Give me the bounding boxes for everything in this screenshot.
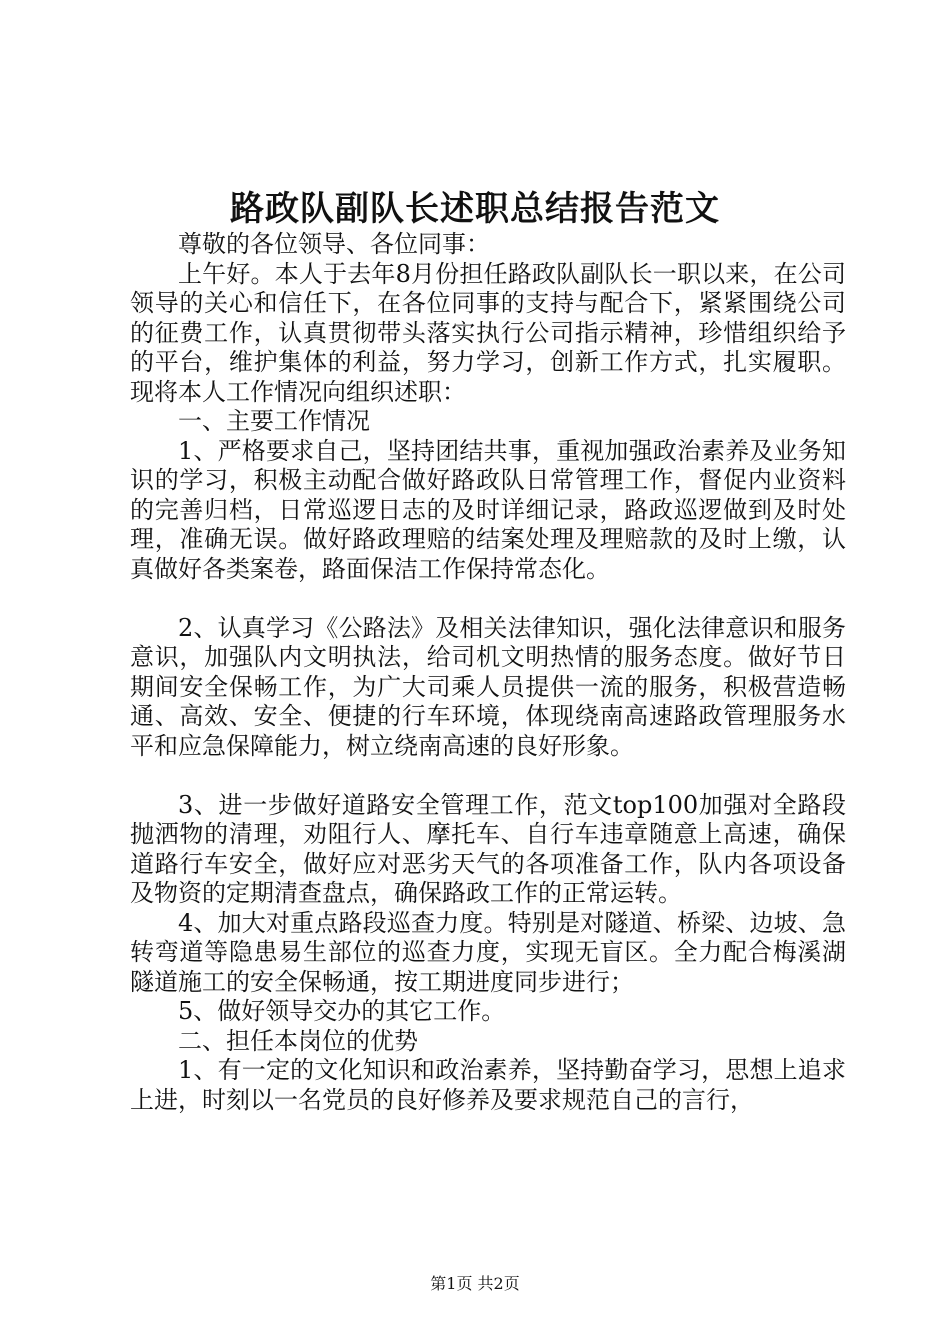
advantage-item-1: 1、有一定的文化知识和政治素养，坚持勤奋学习，思想上追求上进，时刻以一名党员的良好修养及要求规范自己的言行，: [130, 1056, 846, 1114]
work-item-3: 3、进一步做好道路安全管理工作，范文top100加强对全路段抛洒物的清理，劝阻行人、摩托车、自行车违章随意上高速，确保道路行车安全，做好应对恶劣天气的各项准备工作，队内各项设备及物资的定期清查盘点，确保路政工作的正常运转。: [130, 790, 846, 907]
page-footer: 第1页 共2页: [430, 1274, 520, 1293]
intro-paragraph: 上午好。本人于去年8月份担任路政队副队长一职以来，在公司领导的关心和信任下，在各位同事的支持与配合下，紧紧围绕公司的征费工作，认真贯彻带头落实执行公司指示精神，珍惜组织给予的平台，维护集体的利益，努力学习，创新工作方式，扎实履职。现将本人工作情况向组织述职：: [130, 259, 846, 406]
document-body: [130, 230, 846, 1115]
salutation: 尊敬的各位领导、各位同事：: [178, 230, 490, 258]
work-item-1: 1、严格要求自己，坚持团结共事，重视加强政治素养及业务知识的学习，积极主动配合做好路政队日常管理工作，督促内业资料的完善归档，日常巡逻日志的及时详细记录，路政巡逻做到及时处理，准确无误。做好路政理赔的结案处理及理赔款的及时上缴，认真做好各类案卷，路面保洁工作保持常态化。: [130, 436, 846, 583]
work-item-4: 4、加大对重点路段巡查力度。特别是对隧道、桥梁、边坡、急转弯道等隐患易生部位的巡查力度，实现无盲区。全力配合梅溪湖隧道施工的安全保畅通，按工期进度同步进行；: [130, 908, 846, 996]
section-heading-advantages: 二、担任本岗位的优势: [178, 1026, 418, 1055]
document-title: 路政队副队长述职总结报告范文: [230, 189, 720, 229]
work-item-5: 5、做好领导交办的其它工作。: [178, 997, 506, 1025]
section-heading-main-work: 一、主要工作情况: [178, 407, 370, 435]
work-item-2: 2、认真学习《公路法》及相关法律知识，强化法律意识和服务意识，加强队内文明执法，给司机文明热情的服务态度。做好节日期间安全保畅工作，为广大司乘人员提供一流的服务，积极营造畅通、高效、安全、便捷的行车环境，体现绕南高速路政管理服务水平和应急保障能力，树立绕南高速的良好形象。: [130, 613, 846, 760]
